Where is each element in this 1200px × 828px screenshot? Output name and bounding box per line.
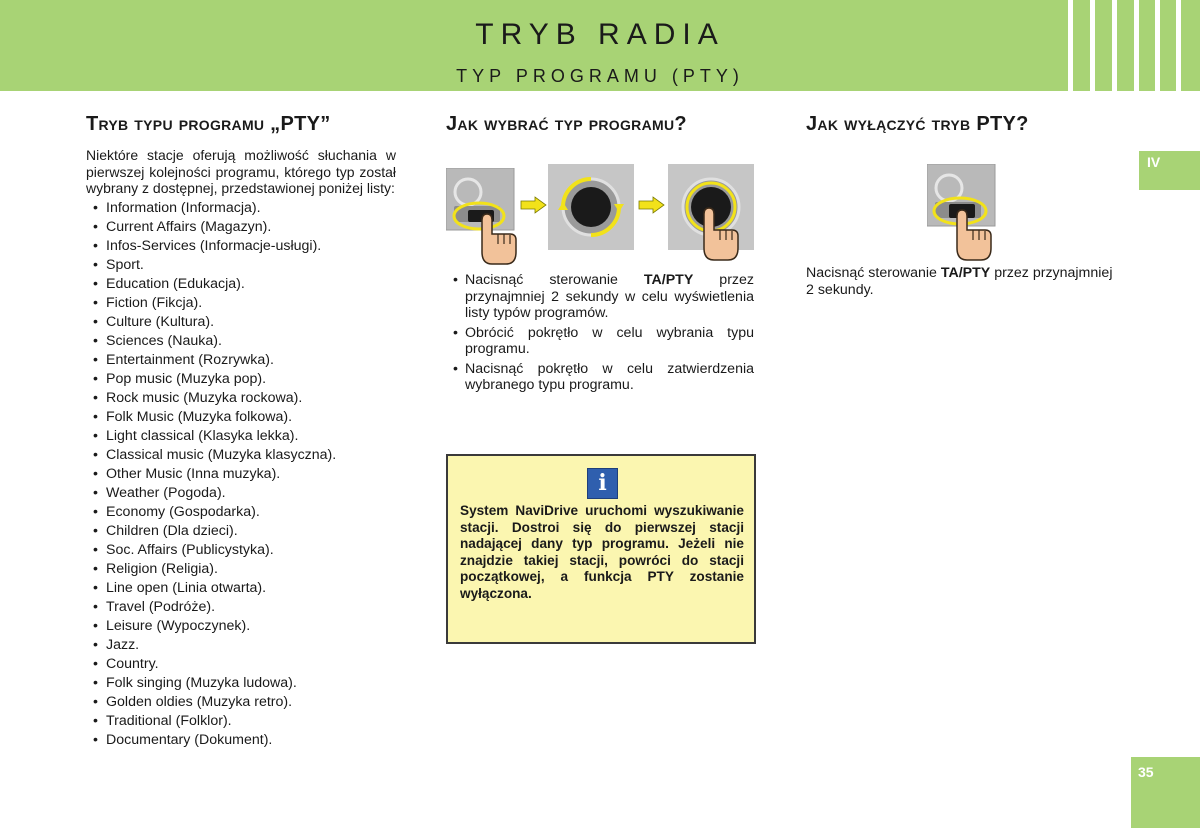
list-item: • Culture (Kultura). [86,313,396,332]
chapter-tab [1139,151,1200,190]
list-item: • Leisure (Wypoczynek). [86,617,396,636]
list-item: • Soc. Affairs (Publicystyka). [86,541,396,560]
step-3: • Nacisnąć pokrętło w celu zatwierdzenia wybranego typu programu. [452,361,754,394]
press-knob-illustration [668,164,756,262]
page-number-tab [1131,757,1200,828]
list-item: • Other Music (Inna muzyka). [86,465,396,484]
pty-type-list [86,199,396,750]
disable-instruction [806,265,1121,299]
list-item: • Rock music (Muzyka rockowa). [86,389,396,408]
list-item: • Information (Informacja). [86,199,396,218]
list-item: • Sciences (Nauka). [86,332,396,351]
list-item: • Economy (Gospodarka). [86,503,396,522]
list-item: • Religion (Religia). [86,560,396,579]
list-item: • Sport. [86,256,396,275]
list-item: • Infos-Services (Informacje-usługi). [86,237,396,256]
list-item: • Golden oldies (Muzyka retro). [86,693,396,712]
section1-intro: Niektóre stacje oferują możliwość słuchania w pierwszej kolejności programu, którego typ został wybrany z dostępnej, przedstawionej poniżej listy: [86,147,396,196]
list-item: • Documentary (Dokument). [86,731,396,750]
list-item: • Current Affairs (Magazyn). [86,218,396,237]
header-stripes [1055,0,1200,91]
press-button-illustration [446,168,520,266]
press-button-illustration [927,164,1001,262]
list-item: • Country. [86,655,396,674]
header-band [0,0,1200,91]
chapter-number: IV [1147,154,1161,170]
ta-pty-label: TA/PTY [643,272,694,288]
selection-steps [452,272,754,397]
section1-body [86,147,396,750]
step-1 [452,272,754,322]
list-item: • Folk singing (Muzyka ludowa). [86,674,396,693]
list-item: • Education (Edukacja). [86,275,396,294]
list-item: • Children (Dla dzieci). [86,522,396,541]
info-box [446,454,756,644]
disable-text-end: przez przynajmniej 2 sekundy. [806,265,1113,298]
list-item: • Pop music (Muzyka pop). [86,370,396,389]
list-item: • Entertainment (Rozrywka). [86,351,396,370]
list-item: • Light classical (Klasyka lekka). [86,427,396,446]
knob-icon [571,187,611,227]
list-item: • Line open (Linia otwarta). [86,579,396,598]
step-1-text: Nacisnąć sterowanie [465,272,644,288]
rotate-knob-illustration [548,164,634,250]
section2-heading: Jak wybrać typ programu? [446,113,687,135]
step-2: • Obrócić pokrętło w celu wybrania typu programu. [452,325,754,358]
page-number: 35 [1138,764,1154,780]
list-item: • Weather (Pogoda). [86,484,396,503]
list-item: • Traditional (Folklor). [86,712,396,731]
page-subtitle: TYP PROGRAMU (PTY) [456,66,744,86]
page-title: TRYB RADIA [475,18,725,51]
disable-text: Nacisnąć sterowanie [806,265,941,281]
list-item: • Fiction (Fikcja). [86,294,396,313]
ta-pty-label: TA/PTY [940,265,991,281]
section1-heading: Tryb typu programu „PTY” [86,113,331,135]
list-item: • Classical music (Muzyka klasyczna). [86,446,396,465]
list-item: • Folk Music (Muzyka folkowa). [86,408,396,427]
list-item: • Jazz. [86,636,396,655]
section3-heading: Jak wyłączyć tryb PTY? [806,113,1029,135]
step-1-text-end: przez przynajmniej 2 sekundy w celu wyświetlenia listy typów programów. [465,272,754,321]
info-box-text: System NaviDrive uruchomi wyszukiwanie stacji. Dostroi się do pierwszej stacji nadającej dany typ programu. Jeżeli nie znajdzie takiej stacji, powróci do stacji początkowej, a funkcja PTY zostanie wyłączona. [460,503,744,601]
arrow-right-icon [638,196,666,214]
list-item: • Travel (Podróże). [86,598,396,617]
info-icon: i [587,468,618,499]
arrow-right-icon [520,196,548,214]
